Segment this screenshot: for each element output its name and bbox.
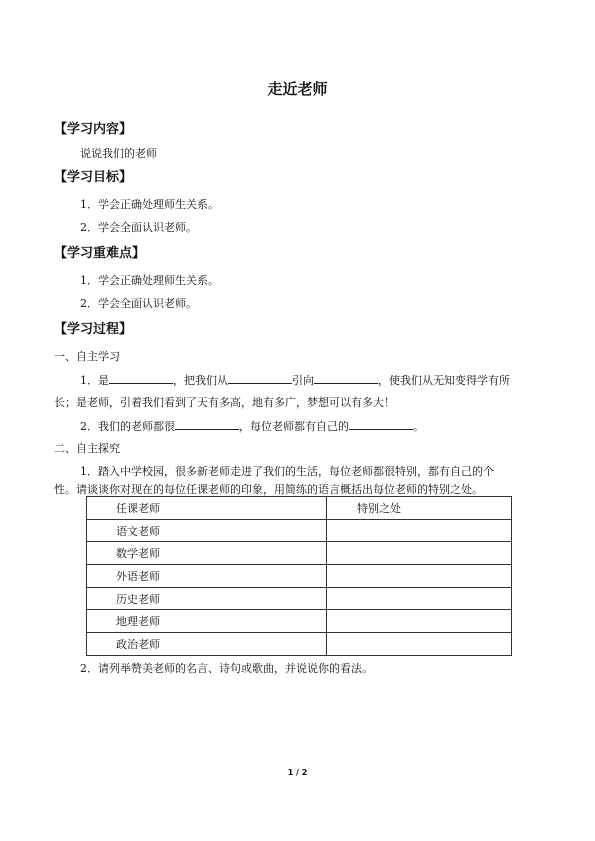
answer-blank[interactable] — [228, 371, 292, 384]
teacher-cell: 政治老师 — [87, 633, 327, 656]
table-row — [87, 519, 512, 542]
answer-blank[interactable] — [314, 371, 378, 384]
answer-cell[interactable] — [327, 519, 512, 542]
page-title: 走近老师 — [267, 80, 328, 98]
part1-label: 一、自主学习 — [54, 350, 120, 363]
table-row — [87, 542, 512, 565]
table-row — [87, 587, 512, 610]
section-heading-keypoints: 【学习重难点】 — [54, 246, 146, 261]
q1-text-c: 引向 — [292, 374, 314, 387]
answer-cell[interactable] — [327, 542, 512, 565]
goal-item: 1．学会正确处理师生关系。 — [80, 198, 219, 211]
answer-blank[interactable] — [109, 371, 173, 384]
answer-blank[interactable] — [175, 417, 239, 430]
section-heading-content: 【学习内容】 — [54, 122, 133, 137]
table-row — [87, 565, 512, 588]
teacher-cell: 历史老师 — [87, 587, 327, 610]
fill-question-2 — [80, 417, 424, 434]
keypoint-item: 2．学会全面认识老师。 — [80, 297, 197, 310]
answer-cell[interactable] — [327, 633, 512, 656]
table-header-cell: 任课老师 — [87, 497, 327, 520]
q1-text-b: ，把我们从 — [173, 374, 228, 387]
teacher-impression-table — [86, 496, 512, 656]
teacher-cell: 语文老师 — [87, 519, 327, 542]
section-heading-process: 【学习过程】 — [54, 322, 133, 337]
page-number: 1 / 2 — [287, 768, 308, 777]
q1-text-d: ，使我们从无知变得学有所 — [378, 374, 510, 387]
keypoint-item: 1．学会正确处理师生关系。 — [80, 274, 219, 287]
q2-text-a: 2．我们的老师都很 — [80, 420, 175, 433]
explore-question-1-line2: 性。请谈谈你对现在的每位任课老师的印象，用简练的语言概括出每位老师的特别之处。 — [54, 483, 483, 496]
answer-cell[interactable] — [327, 610, 512, 633]
explore-question-1-line1: 1．踏入中学校园，很多新老师走进了我们的生活，每位老师都很特别，都有自己的个 — [80, 465, 494, 478]
table-header-row — [87, 497, 512, 520]
answer-cell[interactable] — [327, 565, 512, 588]
part2-label: 二、自主探究 — [54, 442, 120, 455]
teacher-cell: 数学老师 — [87, 542, 327, 565]
content-text: 说说我们的老师 — [80, 147, 157, 160]
goal-item: 2．学会全面认识老师。 — [80, 221, 197, 234]
section-heading-goals: 【学习目标】 — [54, 170, 133, 185]
answer-cell[interactable] — [327, 587, 512, 610]
q1-text-a: 1．是 — [80, 374, 109, 387]
q1-continuation: 长；是老师，引着我们看到了天有多高，地有多广，梦想可以有多大！ — [54, 396, 395, 409]
table-header-cell: 特别之处 — [327, 497, 512, 520]
teacher-cell: 地理老师 — [87, 610, 327, 633]
explore-question-2: 2．请列举赞美老师的名言、诗句或歌曲，并说说你的看法。 — [80, 662, 373, 675]
q2-text-b: ，每位老师都有自己的 — [239, 420, 349, 433]
table-row — [87, 610, 512, 633]
teacher-cell: 外语老师 — [87, 565, 327, 588]
answer-blank[interactable] — [349, 417, 413, 430]
q2-text-c: 。 — [413, 420, 424, 433]
fill-question-1 — [80, 371, 510, 388]
table-row — [87, 633, 512, 656]
